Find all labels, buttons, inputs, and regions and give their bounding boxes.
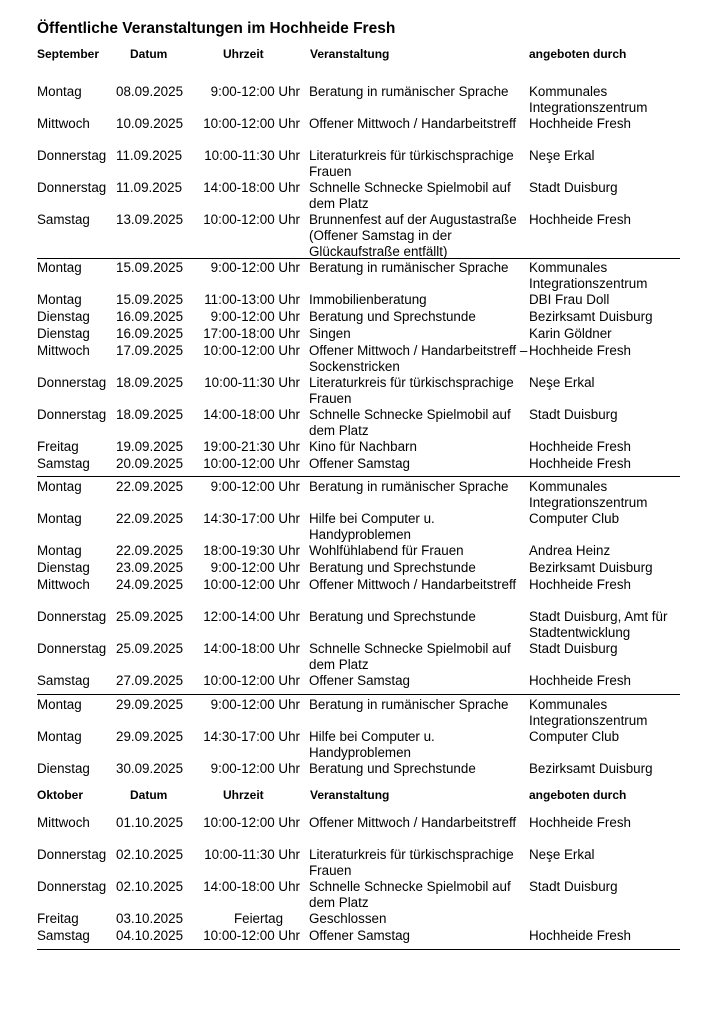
- cell-offered-by: Stadt Duisburg: [529, 180, 618, 195]
- cell-weekday: Donnerstag: [37, 609, 107, 624]
- cell-weekday: Donnerstag: [37, 180, 107, 195]
- header-date: Datum: [130, 47, 168, 61]
- cell-offered-by: Bezirksamt Duisburg: [529, 560, 653, 575]
- cell-date: 01.10.2025: [116, 815, 184, 830]
- cell-time: 14:00-18:00 Uhr: [203, 407, 300, 422]
- cell-offered-by: Computer Club: [529, 729, 620, 744]
- cell-time: 10:00-12:00 Uhr: [203, 577, 300, 592]
- cell-date: 24.09.2025: [116, 577, 184, 592]
- cell-offered-by: Hochheide Fresh: [529, 673, 631, 688]
- cell-date: 27.09.2025: [116, 673, 184, 688]
- week-divider: [37, 949, 680, 950]
- cell-date: 25.09.2025: [116, 641, 184, 656]
- cell-event: Offener Mittwoch / Handarbeitstreff: [309, 577, 517, 592]
- header-month: Oktober: [37, 788, 84, 802]
- cell-event: Beratung und Sprechstunde: [309, 761, 476, 776]
- cell-offered-by: Hochheide Fresh: [529, 815, 631, 830]
- cell-time: 10:00-12:00 Uhr: [203, 815, 300, 830]
- cell-offered-by: Kommunales Integrationszentrum: [529, 84, 648, 115]
- cell-weekday: Dienstag: [37, 761, 90, 776]
- cell-time: 14:00-18:00 Uhr: [203, 641, 300, 656]
- cell-weekday: Samstag: [37, 212, 90, 227]
- cell-date: 02.10.2025: [116, 879, 184, 894]
- cell-weekday: Dienstag: [37, 326, 90, 341]
- cell-time: 9:00-12:00 Uhr: [210, 761, 300, 776]
- table-header: [37, 47, 680, 63]
- cell-time: 19:00-21:30 Uhr: [203, 439, 300, 454]
- cell-weekday: Montag: [37, 511, 82, 526]
- cell-event: Hilfe bei Computer u. Handyproblemen: [309, 511, 435, 542]
- cell-date: 29.09.2025: [116, 697, 184, 712]
- cell-event: Literaturkreis für türkischsprachige Frauen: [309, 847, 514, 878]
- cell-time: 14:00-18:00 Uhr: [203, 879, 300, 894]
- cell-date: 22.09.2025: [116, 543, 184, 558]
- cell-date: 11.09.2025: [116, 148, 183, 163]
- cell-weekday: Montag: [37, 260, 82, 275]
- cell-date: 15.09.2025: [116, 292, 184, 307]
- cell-weekday: Dienstag: [37, 560, 90, 575]
- cell-event: Beratung in rumänischer Sprache: [309, 84, 509, 99]
- cell-offered-by: Andrea Heinz: [529, 543, 611, 558]
- header-time: Uhrzeit: [223, 788, 264, 802]
- cell-time: 9:00-12:00 Uhr: [210, 479, 300, 494]
- cell-weekday: Montag: [37, 292, 82, 307]
- cell-time: 10:00-12:00 Uhr: [203, 343, 300, 358]
- cell-time: 10:00-11:30 Uhr: [204, 847, 300, 862]
- cell-weekday: Samstag: [37, 456, 90, 471]
- cell-weekday: Dienstag: [37, 309, 90, 324]
- cell-date: 23.09.2025: [116, 560, 184, 575]
- cell-time: 10:00-12:00 Uhr: [203, 116, 300, 131]
- header-offered-by: angeboten durch: [529, 788, 627, 802]
- cell-offered-by: Stadt Duisburg, Amt für Stadtentwicklung: [529, 609, 668, 640]
- cell-weekday: Donnerstag: [37, 879, 107, 894]
- week-divider: [37, 694, 680, 695]
- cell-offered-by: Hochheide Fresh: [529, 212, 631, 227]
- cell-offered-by: Hochheide Fresh: [529, 928, 631, 943]
- cell-weekday: Donnerstag: [37, 407, 107, 422]
- cell-event: Offener Mittwoch / Handarbeitstreff – Sockenstricken: [309, 343, 528, 374]
- cell-date: 02.10.2025: [116, 847, 184, 862]
- cell-event: Wohlfühlabend für Frauen: [309, 543, 464, 558]
- cell-event: Geschlossen: [309, 911, 387, 926]
- cell-date: 20.09.2025: [116, 456, 184, 471]
- cell-offered-by: Stadt Duisburg: [529, 641, 618, 656]
- cell-event: Brunnenfest auf der Augustastraße (Offener Samstag in der Glückaufstraße entfällt): [309, 212, 517, 259]
- cell-weekday: Donnerstag: [37, 641, 107, 656]
- cell-date: 25.09.2025: [116, 609, 184, 624]
- cell-time: 10:00-12:00 Uhr: [203, 212, 300, 227]
- cell-offered-by: DBI Frau Doll: [529, 292, 610, 307]
- cell-weekday: Samstag: [37, 673, 90, 688]
- cell-offered-by: Neşe Erkal: [529, 148, 595, 163]
- week-divider: [37, 258, 680, 259]
- cell-time: 9:00-12:00 Uhr: [210, 309, 300, 324]
- cell-event: Offener Mittwoch / Handarbeitstreff: [309, 815, 517, 830]
- cell-weekday: Freitag: [37, 911, 79, 926]
- cell-weekday: Mittwoch: [37, 577, 90, 592]
- cell-date: 17.09.2025: [116, 343, 184, 358]
- cell-offered-by: Hochheide Fresh: [529, 439, 631, 454]
- cell-offered-by: Hochheide Fresh: [529, 456, 631, 471]
- cell-date: 16.09.2025: [116, 309, 184, 324]
- cell-date: 22.09.2025: [116, 511, 184, 526]
- cell-offered-by: Karin Göldner: [529, 326, 612, 341]
- cell-offered-by: Computer Club: [529, 511, 620, 526]
- cell-event: Schnelle Schnecke Spielmobil auf dem Platz: [309, 879, 511, 910]
- cell-time: 10:00-12:00 Uhr: [203, 456, 300, 471]
- header-date: Datum: [130, 788, 168, 802]
- cell-date: 03.10.2025: [116, 911, 184, 926]
- cell-event: Offener Samstag: [309, 928, 410, 943]
- cell-weekday: Freitag: [37, 439, 79, 454]
- header-time: Uhrzeit: [223, 47, 264, 61]
- cell-time: 9:00-12:00 Uhr: [210, 84, 300, 99]
- cell-event: Immobilienberatung: [309, 292, 427, 307]
- cell-date: 19.09.2025: [116, 439, 184, 454]
- cell-offered-by: Neşe Erkal: [529, 847, 595, 862]
- cell-weekday: Montag: [37, 729, 82, 744]
- cell-event: Schnelle Schnecke Spielmobil auf dem Platz: [309, 641, 511, 672]
- cell-weekday: Donnerstag: [37, 148, 107, 163]
- cell-weekday: Montag: [37, 697, 82, 712]
- cell-date: 18.09.2025: [116, 375, 184, 390]
- table-header: [37, 788, 680, 804]
- cell-weekday: Montag: [37, 543, 82, 558]
- cell-time: 10:00-11:30 Uhr: [204, 375, 300, 390]
- cell-date: 13.09.2025: [116, 212, 184, 227]
- cell-date: 22.09.2025: [116, 479, 184, 494]
- cell-offered-by: Kommunales Integrationszentrum: [529, 479, 648, 510]
- cell-time: Feiertag: [233, 911, 284, 926]
- cell-time: 9:00-12:00 Uhr: [210, 560, 300, 575]
- cell-event: Beratung in rumänischer Sprache: [309, 260, 509, 275]
- cell-event: Offener Samstag: [309, 673, 410, 688]
- cell-time: 9:00-12:00 Uhr: [210, 697, 300, 712]
- cell-offered-by: Hochheide Fresh: [529, 116, 631, 131]
- cell-time: 10:00-12:00 Uhr: [203, 928, 300, 943]
- cell-event: Literaturkreis für türkischsprachige Frauen: [309, 148, 514, 179]
- cell-offered-by: Stadt Duisburg: [529, 407, 618, 422]
- cell-event: Singen: [309, 326, 351, 341]
- cell-event: Beratung und Sprechstunde: [309, 309, 476, 324]
- cell-offered-by: Bezirksamt Duisburg: [529, 761, 653, 776]
- cell-date: 10.09.2025: [116, 116, 184, 131]
- cell-event: Offener Mittwoch / Handarbeitstreff: [309, 116, 517, 131]
- cell-offered-by: Stadt Duisburg: [529, 879, 618, 894]
- cell-offered-by: Kommunales Integrationszentrum: [529, 260, 648, 291]
- cell-offered-by: Bezirksamt Duisburg: [529, 309, 653, 324]
- cell-event: Schnelle Schnecke Spielmobil auf dem Platz: [309, 180, 511, 211]
- cell-weekday: Mittwoch: [37, 815, 90, 830]
- cell-date: 15.09.2025: [116, 260, 184, 275]
- cell-time: 14:00-18:00 Uhr: [203, 180, 300, 195]
- cell-offered-by: Hochheide Fresh: [529, 577, 631, 592]
- cell-time: 14:30-17:00 Uhr: [203, 729, 300, 744]
- cell-offered-by: Neşe Erkal: [529, 375, 595, 390]
- cell-time: 17:00-18:00 Uhr: [203, 326, 300, 341]
- cell-event: Hilfe bei Computer u. Handyproblemen: [309, 729, 435, 760]
- header-month: September: [37, 47, 100, 61]
- cell-offered-by: Kommunales Integrationszentrum: [529, 697, 648, 728]
- cell-time: 18:00-19:30 Uhr: [203, 543, 300, 558]
- cell-weekday: Montag: [37, 479, 82, 494]
- header-event: Veranstaltung: [310, 47, 390, 61]
- cell-time: 9:00-12:00 Uhr: [210, 260, 300, 275]
- cell-date: 30.09.2025: [116, 761, 184, 776]
- cell-weekday: Donnerstag: [37, 375, 107, 390]
- cell-date: 29.09.2025: [116, 729, 184, 744]
- cell-date: 08.09.2025: [116, 84, 184, 99]
- cell-offered-by: Hochheide Fresh: [529, 343, 631, 358]
- cell-event: Beratung und Sprechstunde: [309, 609, 476, 624]
- cell-time: 14:30-17:00 Uhr: [203, 511, 300, 526]
- cell-weekday: Samstag: [37, 928, 90, 943]
- cell-event: Beratung in rumänischer Sprache: [309, 697, 509, 712]
- header-offered-by: angeboten durch: [529, 47, 627, 61]
- cell-weekday: Donnerstag: [37, 847, 107, 862]
- week-divider: [37, 476, 680, 477]
- cell-event: Beratung und Sprechstunde: [309, 560, 476, 575]
- cell-event: Offener Samstag: [309, 456, 410, 471]
- cell-time: 10:00-12:00 Uhr: [203, 673, 300, 688]
- cell-date: 16.09.2025: [116, 326, 184, 341]
- cell-date: 11.09.2025: [116, 180, 183, 195]
- page-title: Öffentliche Veranstaltungen im Hochheide Fresh: [37, 20, 396, 37]
- cell-weekday: Mittwoch: [37, 116, 90, 131]
- cell-date: 04.10.2025: [116, 928, 184, 943]
- cell-event: Schnelle Schnecke Spielmobil auf dem Platz: [309, 407, 511, 438]
- cell-time: 12:00-14:00 Uhr: [203, 609, 300, 624]
- cell-event: Literaturkreis für türkischsprachige Frauen: [309, 375, 514, 406]
- cell-time: 11:00-13:00 Uhr: [204, 292, 300, 307]
- cell-event: Beratung in rumänischer Sprache: [309, 479, 509, 494]
- cell-event: Kino für Nachbarn: [309, 439, 417, 454]
- cell-weekday: Montag: [37, 84, 82, 99]
- cell-date: 18.09.2025: [116, 407, 184, 422]
- cell-weekday: Mittwoch: [37, 343, 90, 358]
- cell-time: 10:00-11:30 Uhr: [204, 148, 300, 163]
- header-event: Veranstaltung: [310, 788, 390, 802]
